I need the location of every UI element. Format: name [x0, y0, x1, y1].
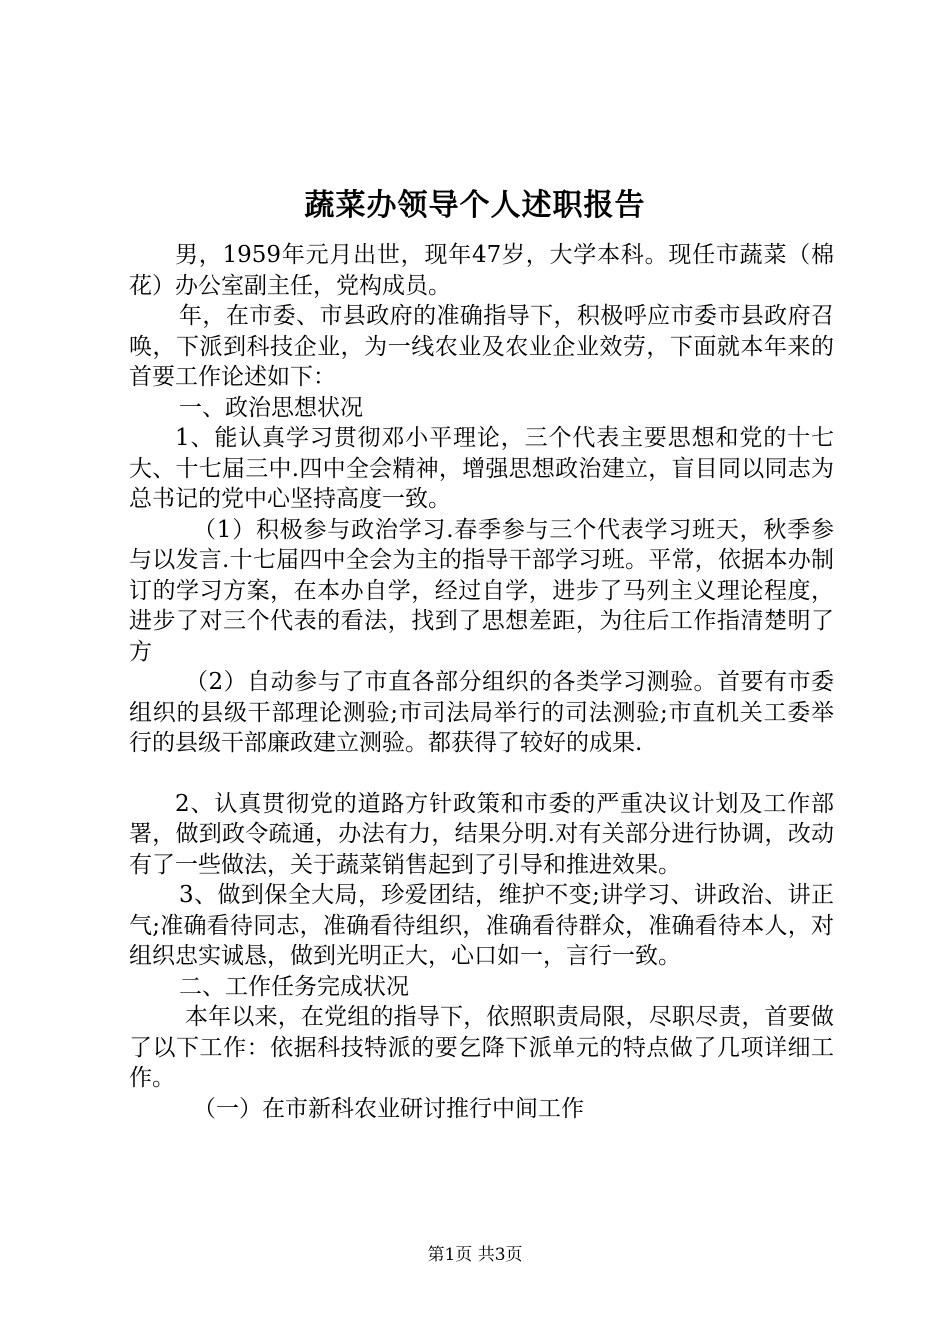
section-heading-political: 一、政治思想状况 — [179, 394, 363, 421]
paragraph-work-summary: 本年以来，在党组的指导下，依照职责局限，尽职尽责，首要做了以下工作：依据科技特派的要乞降下派单元的特点做了几项详细工作。 — [129, 1004, 834, 1091]
document-title: 蔬菜办领导个人述职报告 — [304, 188, 646, 223]
subsection-heading-1: （一）在市新科农业研讨推行中间工作 — [193, 1095, 584, 1122]
paragraph-subitem-2: （2）自动参与了市直各部分组织的各类学习测验。首要有市委组织的县级干部理论测验;市司法局举行的司法测验;市直机关工委举行的县级干部廉政建立测验。都获得了较好的成果. — [129, 669, 834, 756]
paragraph-item-1: 1、能认真学习贯彻邓小平理论，三个代表主要思想和党的十七大、十七届三中.四中全会精神，增强思想政治建立，盲目同以同志为总书记的党中心坚持高度一致。 — [129, 425, 834, 512]
paragraph-item-2: 2、认真贯彻党的道路方针政策和市委的严重决议计划及工作部署，做到政令疏通，办法有力，结果分明.对有关部分进行协调，改动有了一些做法，关于蔬菜销售起到了引导和推进效果。 — [129, 790, 834, 878]
paragraph-introduction: 年，在市委、市县政府的准确指导下，积极呼应市委市县政府召唤，下派到科技企业，为一线农业及农业企业效劳，下面就本年来的首要工作论述如下： — [129, 303, 834, 390]
paragraph-subitem-1: （1）积极参与政治学习.春季参与三个代表学习班天，秋季参与以发言.十七届四中全会为主的指导干部学习班。平常，依据本办制订的学习方案，在本办自学，经过自学，进步了马列主义理论程度，进步了对三个代表的看法，找到了思想差距，为往后工作指清楚明了方 — [129, 516, 834, 665]
page-number-footer: 第1页 共3页 — [427, 1245, 523, 1265]
paragraph-personal-info: 男，1959年元月出世，现年47岁，大学本科。现任市蔬菜（棉花）办公室副主任，党构成员。 — [129, 242, 834, 299]
section-heading-work: 二、工作任务完成状况 — [179, 973, 409, 1000]
document-body — [129, 240, 834, 1124]
paragraph-spacer — [129, 759, 834, 789]
paragraph-item-3: 3、做到保全大局，珍爱团结，维护不变;讲学习、讲政治、讲正气;准确看待同志，准确看待组织，准确看待群众，准确看待本人，对组织忠实诚恳，做到光明正大，心口如一，言行一致。 — [129, 882, 834, 969]
